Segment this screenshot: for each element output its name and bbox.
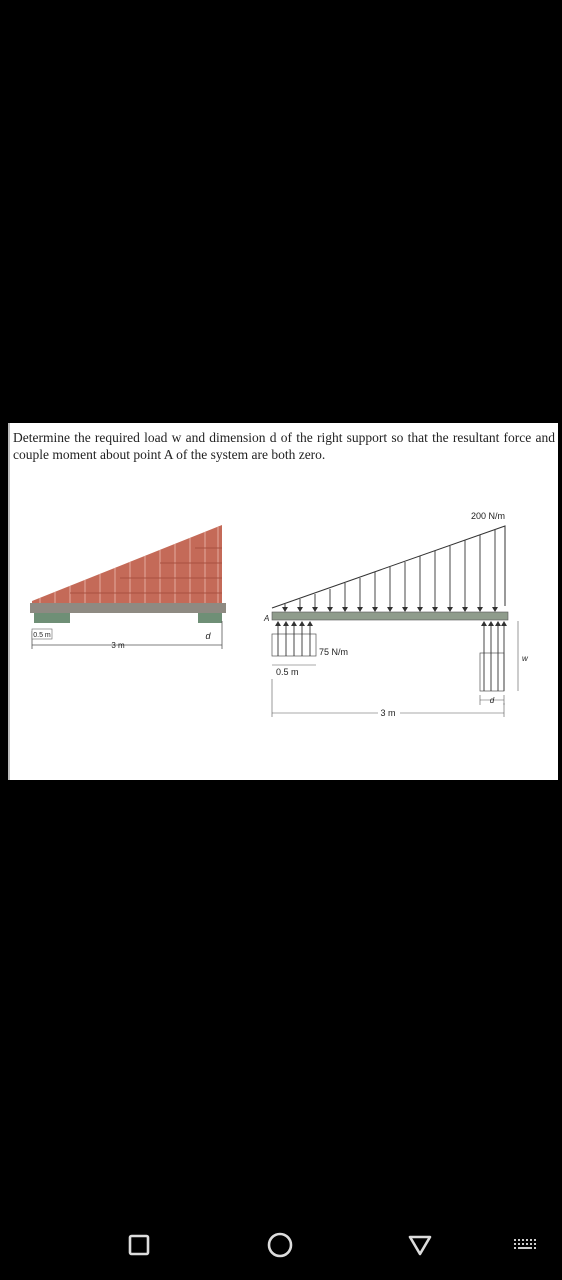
navigation-bar — [0, 1212, 562, 1280]
photo-offset-label: 0.5 m — [33, 632, 51, 639]
beam — [272, 612, 508, 620]
circle-icon — [266, 1231, 294, 1259]
load-diagram — [263, 511, 529, 718]
right-d-label: d — [489, 696, 495, 705]
left-support-block — [34, 613, 70, 623]
problem-figure — [10, 503, 560, 783]
right-load-w-label: w — [522, 654, 528, 663]
problem-statement: Determine the required load w and dimension d of the right support so that the resultant force and couple moment about point A of the system are both zero. — [13, 430, 555, 462]
point-a-label: A — [264, 614, 270, 623]
keyboard-button[interactable] — [508, 1228, 542, 1262]
photo-d-label: d — [205, 631, 211, 641]
brick-pile — [32, 525, 222, 603]
right-support-block — [198, 613, 222, 623]
wood-plank — [30, 603, 226, 613]
photo-span-label: 3 m — [111, 641, 125, 650]
left-offset-label: 0.5 m — [276, 667, 299, 677]
max-load-label: 200 N/m — [470, 511, 506, 521]
back-button[interactable] — [403, 1228, 437, 1262]
span-label: 3 m — [380, 708, 396, 718]
photo-illustration — [30, 525, 226, 650]
recent-apps-button[interactable] — [122, 1228, 156, 1262]
square-icon — [127, 1233, 151, 1257]
triangle-back-icon — [406, 1231, 434, 1259]
support-load-label: 75 N/m — [319, 647, 349, 657]
distributed-load-arrows — [285, 530, 495, 611]
problem-card — [8, 423, 558, 780]
home-button[interactable] — [263, 1228, 297, 1262]
keyboard-icon — [511, 1235, 539, 1255]
